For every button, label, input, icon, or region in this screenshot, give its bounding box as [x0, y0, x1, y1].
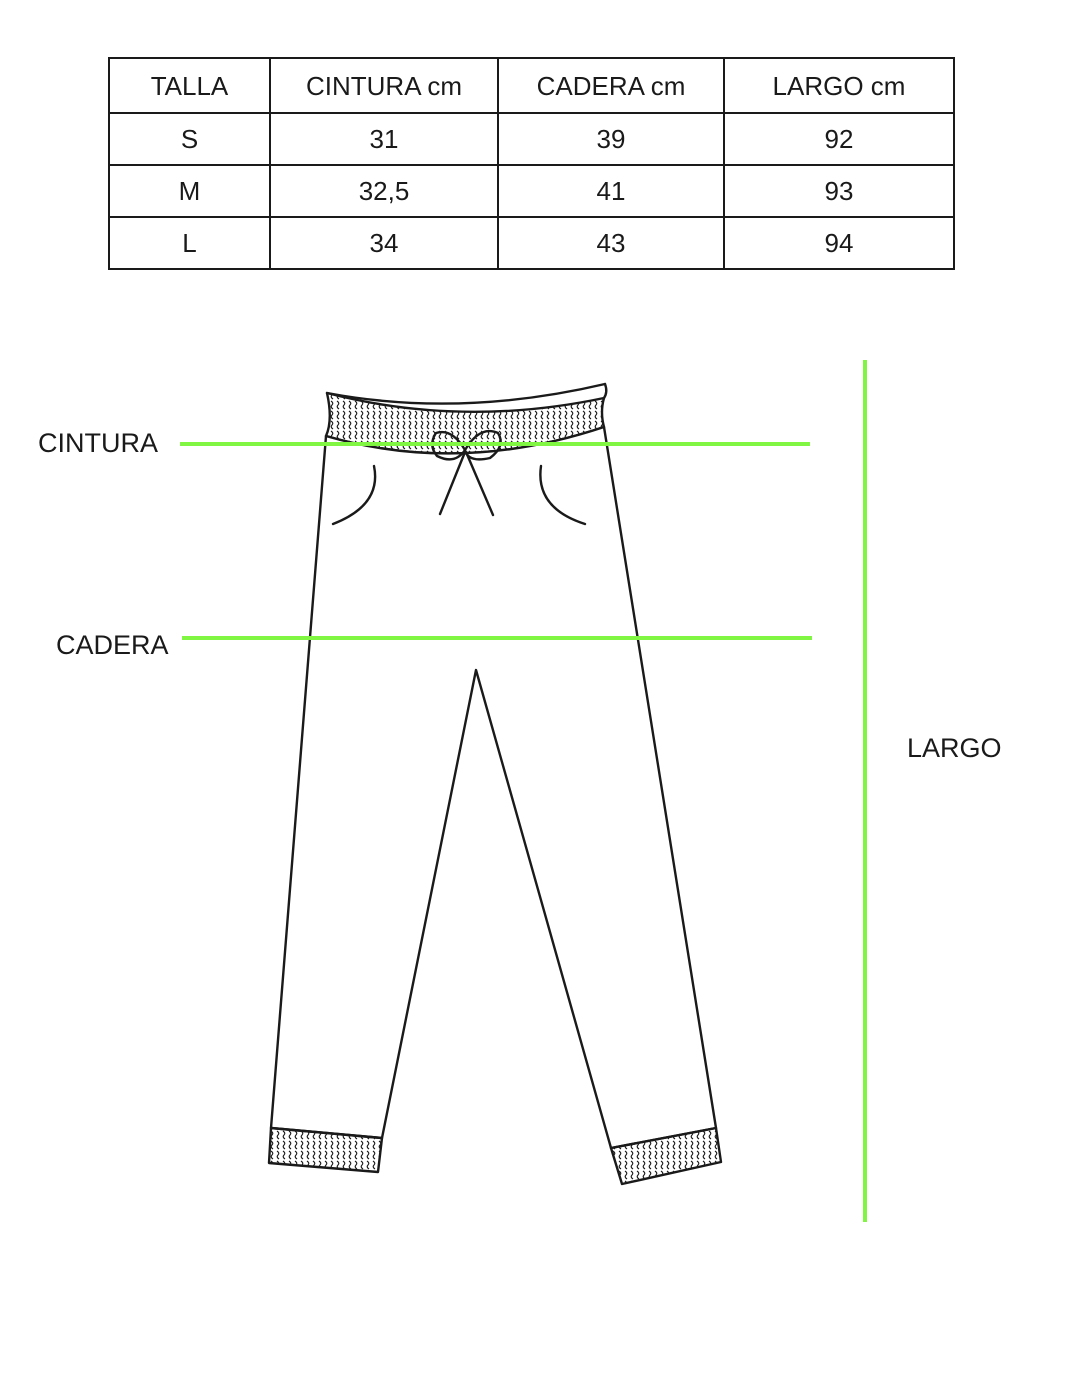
- cell-waist: 32,5: [270, 165, 498, 217]
- cell-size: M: [109, 165, 270, 217]
- cell-hip: 41: [498, 165, 724, 217]
- cell-length: 93: [724, 165, 954, 217]
- header-hip: CADERA cm: [498, 58, 724, 113]
- waist-label: CINTURA: [38, 428, 158, 458]
- cell-length: 92: [724, 113, 954, 165]
- header-waist: CINTURA cm: [270, 58, 498, 113]
- cell-length: 94: [724, 217, 954, 269]
- pants-outline: [269, 384, 721, 1184]
- cell-waist: 31: [270, 113, 498, 165]
- header-size: TALLA: [109, 58, 270, 113]
- length-label: LARGO: [907, 733, 1002, 763]
- waistband-top-edge: [327, 384, 605, 404]
- header-length: LARGO cm: [724, 58, 954, 113]
- pants-body: [271, 427, 716, 1148]
- hip-label: CADERA: [56, 630, 169, 660]
- cell-hip: 39: [498, 113, 724, 165]
- cell-waist: 34: [270, 217, 498, 269]
- cell-size: S: [109, 113, 270, 165]
- cell-size: L: [109, 217, 270, 269]
- cell-hip: 43: [498, 217, 724, 269]
